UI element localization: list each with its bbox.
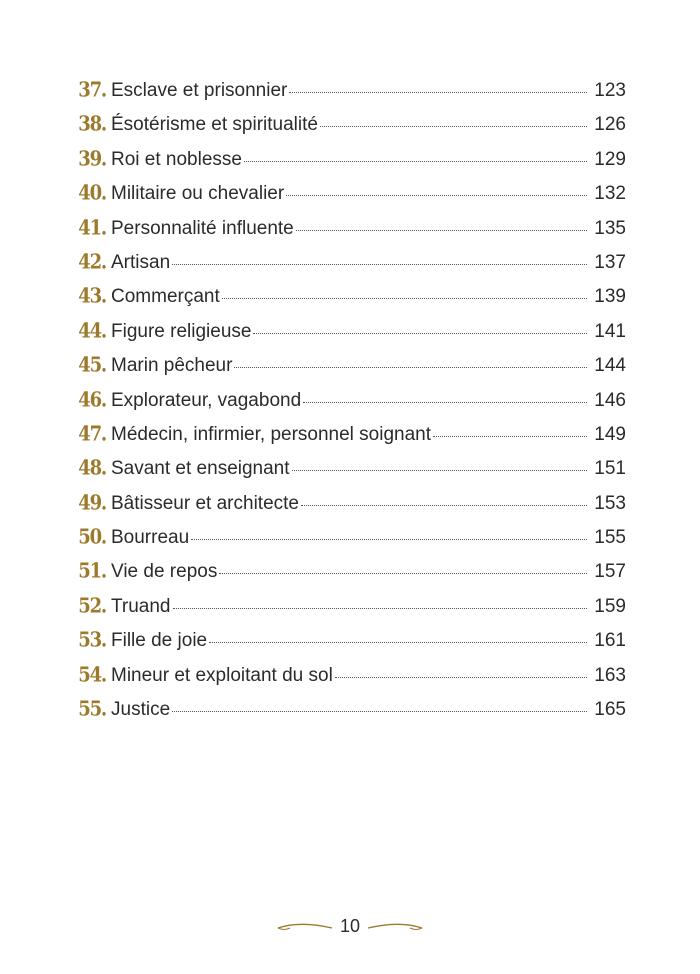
toc-entry-number: 40. xyxy=(78,181,106,206)
toc-entry-number: 44. xyxy=(78,319,106,343)
toc-entry-title: Esclave et prisonnier xyxy=(111,80,288,101)
toc-entry-page: 146 xyxy=(594,389,626,411)
toc-entry xyxy=(76,624,626,658)
dot-leader xyxy=(320,125,587,127)
toc-entry-page: 129 xyxy=(594,148,626,170)
toc-entry xyxy=(76,555,626,589)
dot-leader xyxy=(244,160,587,162)
toc-entry-page: 149 xyxy=(594,423,626,445)
toc-entry-number: 45. xyxy=(78,353,106,378)
right-flourish-ornament xyxy=(366,918,424,934)
dot-leader xyxy=(222,297,587,299)
dot-leader xyxy=(234,366,587,368)
toc-entry-number: 50. xyxy=(78,525,106,550)
toc-entry-page: 151 xyxy=(594,458,626,480)
toc-entry-number: 46. xyxy=(78,388,106,412)
toc-entry-page: 165 xyxy=(594,699,626,721)
toc-entry-number: 53. xyxy=(78,628,106,653)
toc-entry-number: 47. xyxy=(78,422,106,447)
toc-entry xyxy=(76,143,626,177)
toc-entry xyxy=(76,418,626,452)
toc-entry xyxy=(76,590,626,624)
toc-entry xyxy=(76,280,626,314)
toc-entry-number: 41. xyxy=(78,216,106,240)
toc-entry-title: Artisan xyxy=(111,251,171,273)
toc-entry xyxy=(76,384,626,418)
toc-entry-title: Bâtisseur et architecte xyxy=(111,492,299,514)
toc-entry xyxy=(76,521,626,555)
dot-leader xyxy=(209,641,587,643)
toc-entry-number: 42. xyxy=(78,250,106,275)
toc-entry-number: 48. xyxy=(78,456,106,481)
toc-entry-title: Fille de joie xyxy=(111,630,208,652)
toc-entry-number: 55. xyxy=(78,697,106,722)
toc-entry-page: 137 xyxy=(594,251,626,273)
toc-entry xyxy=(76,487,626,521)
toc-entry-number: 51. xyxy=(78,560,106,584)
toc-entry-title: Personnalité influente xyxy=(111,217,294,239)
toc-entry xyxy=(76,177,626,211)
toc-entry-page: 126 xyxy=(594,114,626,136)
dot-leader xyxy=(286,194,587,196)
toc-entry-title: Marin pêcheur xyxy=(111,355,233,377)
toc-entry xyxy=(76,315,626,349)
dot-leader xyxy=(296,229,587,231)
toc-entry xyxy=(76,693,626,727)
toc-entry xyxy=(76,212,626,246)
toc-entry-title: Bourreau xyxy=(111,527,190,549)
toc-entry-page: 139 xyxy=(594,286,626,308)
toc-entry-number: 43. xyxy=(78,284,106,309)
toc-entry-title: Ésotérisme et spiritualité xyxy=(111,114,318,136)
toc-entry xyxy=(76,659,626,693)
dot-leader xyxy=(335,676,587,678)
toc-entry xyxy=(76,349,626,383)
dot-leader xyxy=(219,572,587,574)
toc-entry-page: 144 xyxy=(594,355,626,377)
toc-entry-number: 54. xyxy=(78,663,106,687)
toc-entry-title: Roi et noblesse xyxy=(111,148,242,170)
dot-leader xyxy=(301,504,587,506)
left-flourish-ornament xyxy=(276,918,334,934)
toc-entry-page: 141 xyxy=(594,320,626,342)
dot-leader xyxy=(303,401,587,403)
toc-entry xyxy=(76,246,626,280)
dot-leader xyxy=(289,91,587,93)
toc-entry-title: Explorateur, vagabond xyxy=(111,389,302,411)
table-of-contents xyxy=(76,74,626,727)
dot-leader xyxy=(172,263,587,265)
page-footer xyxy=(0,914,700,938)
toc-entry-page: 157 xyxy=(594,561,626,583)
toc-entry xyxy=(76,108,626,142)
toc-entry-page: 153 xyxy=(594,492,626,514)
dot-leader xyxy=(292,469,587,471)
toc-entry-title: Commerçant xyxy=(111,286,220,308)
toc-entry-number: 39. xyxy=(78,147,106,171)
toc-entry-number: 37. xyxy=(78,78,106,103)
toc-entry-page: 132 xyxy=(594,183,626,205)
toc-entry-page: 159 xyxy=(594,595,626,617)
dot-leader xyxy=(433,435,587,437)
toc-entry-title: Justice xyxy=(111,699,171,721)
toc-entry-number: 49. xyxy=(78,491,106,515)
toc-entry-title: Truand xyxy=(111,595,171,617)
toc-entry-title: Mineur et exploitant du sol xyxy=(111,664,333,686)
dot-leader xyxy=(253,332,587,334)
toc-entry-number: 52. xyxy=(78,594,106,619)
dot-leader xyxy=(191,538,587,540)
toc-entry-number: 38. xyxy=(78,113,106,137)
page-number: 10 xyxy=(339,915,361,936)
toc-entry-title: Figure religieuse xyxy=(111,320,252,342)
toc-entry-page: 163 xyxy=(594,664,626,686)
dot-leader xyxy=(172,710,587,712)
toc-entry xyxy=(76,74,626,108)
toc-entry-page: 155 xyxy=(594,527,626,549)
toc-entry-title: Savant et enseignant xyxy=(111,458,290,480)
toc-entry-title: Médecin, infirmier, personnel soignant xyxy=(111,423,432,445)
toc-entry xyxy=(76,452,626,486)
toc-entry-page: 135 xyxy=(594,217,626,239)
toc-entry-title: Vie de repos xyxy=(111,561,218,583)
dot-leader xyxy=(173,607,588,609)
toc-entry-page: 161 xyxy=(594,630,626,652)
toc-entry-title: Militaire ou chevalier xyxy=(111,183,285,205)
toc-entry-page: 123 xyxy=(594,80,626,101)
